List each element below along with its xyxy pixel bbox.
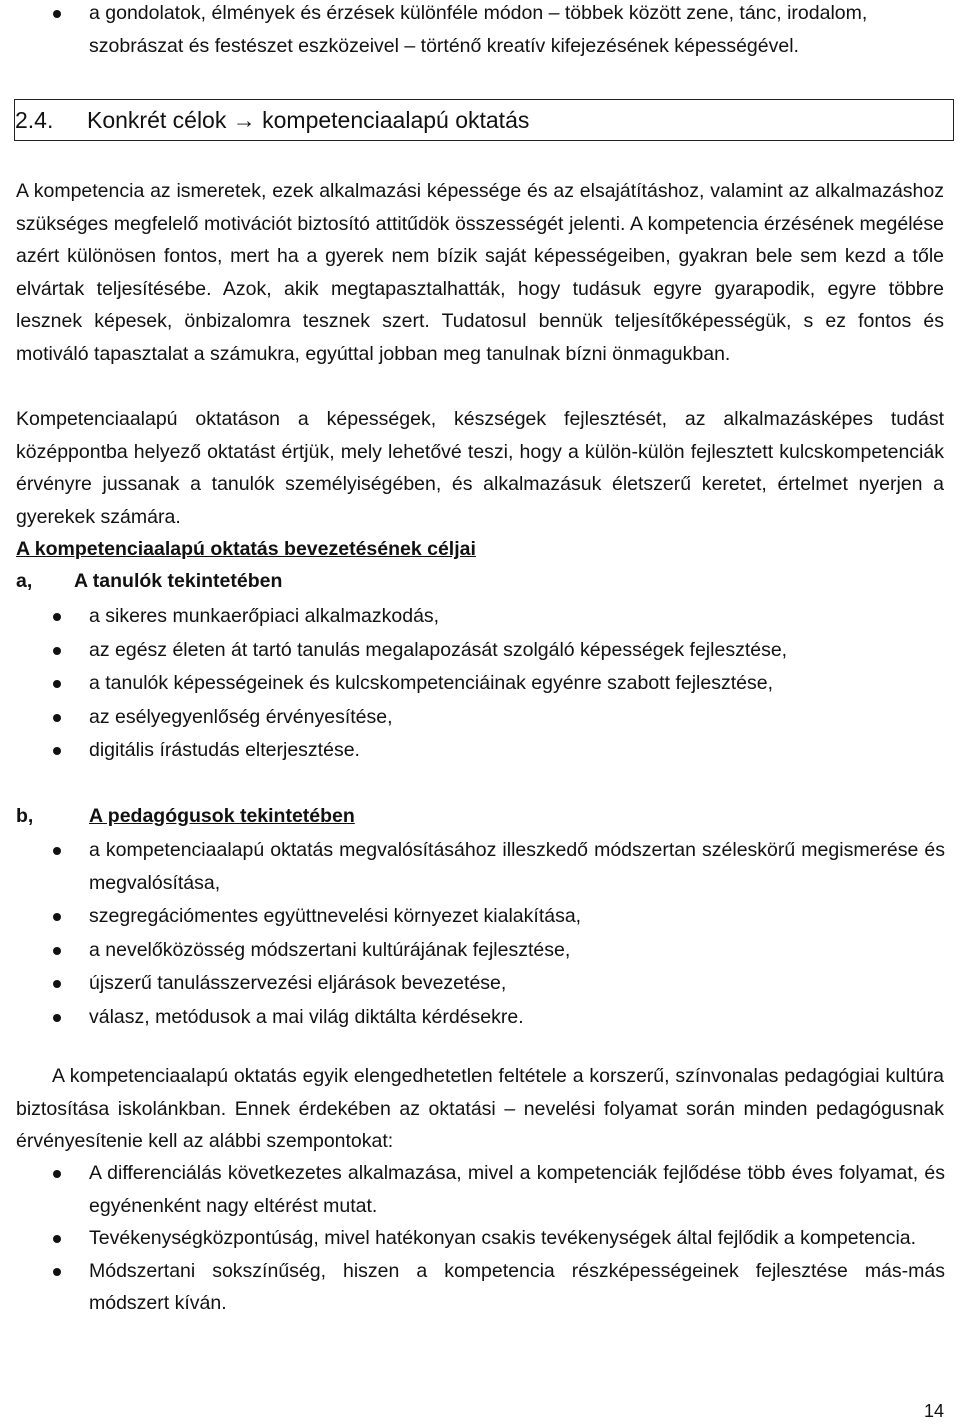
list-item: a kompetenciaalapú oktatás megvalósításához illeszkedő módszertan széleskörű megismerése és megvalósítása,: [89, 834, 945, 899]
top-bullet-line2: szobrászat és festészet eszközeivel – történő kreatív kifejezésének képességével.: [89, 34, 799, 57]
top-bullet-line1: a gondolatok, élmények és érzések különféle módon – többek között zene, tánc, irodalom,: [89, 2, 868, 24]
list-item: a nevelőközösség módszertani kultúrájának fejlesztése,: [89, 934, 945, 967]
list-item: [89, 0, 945, 62]
group-a-label: a,: [16, 570, 33, 592]
section-number: 2.4.: [15, 107, 54, 133]
goals-heading: A kompetenciaalapú oktatás bevezetésének céljai: [16, 538, 476, 560]
list-item: válasz, metódusok a mai világ diktálta kérdésekre.: [89, 1001, 945, 1034]
list-item: a sikeres munkaerőpiaci alkalmazkodás,: [89, 600, 945, 633]
paragraph-competence-based-education: Kompetenciaalapú oktatáson a képességek, készségek fejlesztését, az alkalmazásképes tudást középpontba helyező oktatást értjük, mely lehetővé teszi, hogy a külön-külön fejlesztett kulcskompetenciák érvényre jussanak a tanulók személyiségében, és alkalmazásuk életszerű keretet, értelmet nyerjen a gyerekek számára.: [16, 408, 944, 528]
section-heading-box: [14, 99, 954, 141]
list-item: szegregációmentes együttnevelési környezet kialakítása,: [89, 900, 945, 933]
section-title: Konkrét célok → kompetenciaalapú oktatás: [87, 107, 530, 133]
list-item: digitális írástudás elterjesztése.: [89, 734, 945, 767]
list-item: az esélyegyenlőség érvényesítése,: [89, 701, 945, 734]
top-bullet-list: [89, 0, 945, 62]
criteria-list: [89, 1157, 945, 1320]
group-a-title: A tanulók tekintetében: [74, 570, 283, 592]
list-item: A differenciálás következetes alkalmazása, mivel a kompetenciák fejlődése több éves folyamat, és egyénenként nagy eltérést mutat.: [89, 1157, 945, 1222]
list-item: a tanulók képességeinek és kulcskompetenciáinak egyénre szabott fejlesztése,: [89, 667, 945, 700]
group-a-list: [89, 600, 945, 767]
list-item: Tevékenységközpontúság, mivel hatékonyan csakis tevékenységek által fejlődik a kompetencia.: [89, 1222, 945, 1255]
paragraph-competence: A kompetencia az ismeretek, ezek alkalmazási képessége és az elsajátításhoz, valamint az alkalmazáshoz szükséges megfelelő motivációt biztosító attitűdök összességét jelenti. A kompetencia érzésének megélése azért különösen fontos, mert ha a gyerek nem bízik saját képességeiben, gyakran bele sem kezd a tőle elvártak teljesítésébe. Azok, akik megtapasztalhatták, hogy tudásuk egyre gyarapodik, egyre többre lesznek képesek, önbizalomra tesznek szert. Tudatosul bennük teljesítőképességük, s ez fontos és motiváló tapasztalat a számukra, egyúttal jobban meg tanulnak bízni önmagukban.: [16, 180, 944, 365]
group-b-title: A pedagógusok tekintetében: [89, 805, 355, 827]
list-item: Módszertani sokszínűség, hiszen a kompetencia részképességeinek fejlesztése más-más módszert kíván.: [89, 1255, 945, 1320]
page-number: 14: [923, 1401, 944, 1421]
list-item: az egész életen át tartó tanulás megalapozását szolgáló képességek fejlesztése,: [89, 634, 945, 667]
group-b-label: b,: [16, 805, 34, 827]
list-item: újszerű tanulásszervezési eljárások bevezetése,: [89, 967, 945, 1000]
group-b-list: [89, 834, 945, 1033]
paragraph-pedagogical-culture: A kompetenciaalapú oktatás egyik elengedhetetlen feltétele a korszerű, színvonalas pedagógiai kultúra biztosítása iskolánkban. Ennek érdekében az oktatási – nevelési folyamat során minden pedagógusnak érvényesítenie kell az alábbi szempontokat:: [16, 1065, 944, 1152]
